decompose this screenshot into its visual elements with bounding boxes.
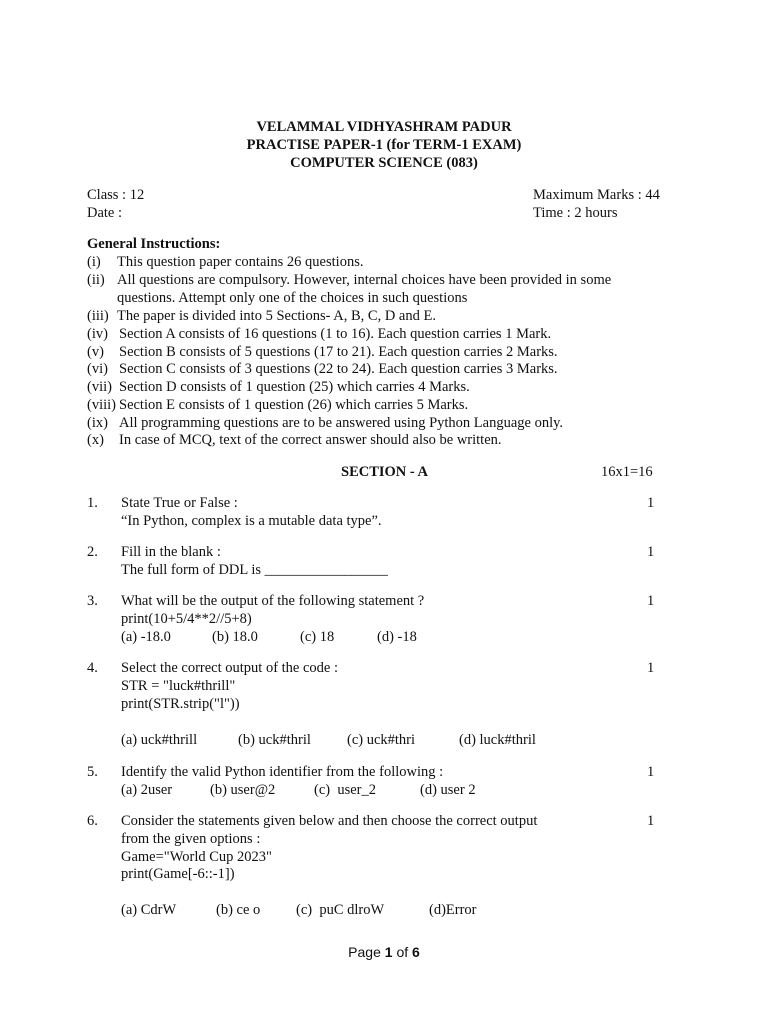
option-c: (c) 18: [300, 629, 335, 645]
total-pages: 6: [412, 944, 420, 960]
option-a: (a) -18.0: [121, 629, 171, 645]
option-b: (b) 18.0: [212, 629, 258, 645]
current-page: 1: [384, 944, 393, 960]
code-line: print(Game[-6::-1]): [121, 866, 235, 882]
question-text: State True or False :: [121, 495, 238, 511]
question-text: What will be the output of the following statement ?: [121, 593, 425, 609]
instruction-num: (ix): [87, 415, 108, 431]
instruction-text: In case of MCQ, text of the correct answer should also be written.: [119, 432, 502, 448]
question-number: 3.: [87, 593, 98, 609]
question-mark: 1: [647, 544, 655, 560]
code-line: STR = "luck#thrill": [121, 678, 236, 694]
question-text: The full form of DDL is _________________: [121, 562, 388, 578]
instruction-num: (x): [87, 432, 104, 448]
question-mark: 1: [647, 593, 655, 609]
question-mark: 1: [647, 813, 655, 829]
option-c: (c) user_2: [314, 782, 377, 798]
school-name: VELAMMAL VIDHYASHRAM PADUR: [256, 119, 512, 135]
section-marks: 16x1=16: [601, 464, 653, 480]
instruction-num: (vii): [87, 379, 112, 395]
option-d: (d) -18: [377, 629, 417, 645]
option-a: (a) 2user: [121, 782, 173, 798]
question-mark: 1: [647, 660, 655, 676]
question-mark: 1: [647, 495, 655, 511]
option-c: (c) puC dlroW: [296, 902, 385, 918]
section-title: SECTION - A: [341, 464, 429, 480]
option-a: (a) uck#thrill: [121, 732, 198, 748]
instruction-text: Section B consists of 5 questions (17 to 21). Each question carries 2 Marks.: [119, 344, 558, 360]
instruction-num: (iv): [87, 326, 108, 342]
instruction-text: All questions are compulsory. However, internal choices have been provided in some: [117, 272, 612, 288]
paper-title: PRACTISE PAPER-1 (for TERM-1 EXAM): [246, 137, 522, 153]
instruction-num: (vi): [87, 361, 108, 377]
instruction-text: questions. Attempt only one of the choices in such questions: [117, 290, 468, 306]
page-of: of: [396, 944, 409, 960]
question-number: 5.: [87, 764, 98, 780]
instruction-num: (viii): [87, 397, 116, 413]
max-marks: Maximum Marks : 44: [533, 187, 660, 203]
date-label: Date :: [87, 205, 123, 221]
option-d: (d) user 2: [420, 782, 476, 798]
question-text: “In Python, complex is a mutable data type”.: [121, 513, 382, 529]
page-footer: [0, 944, 768, 962]
instruction-text: Section D consists of 1 question (25) which carries 4 Marks.: [119, 379, 470, 395]
instruction-text: Section A consists of 16 questions (1 to 16). Each question carries 1 Mark.: [119, 326, 552, 342]
question-text: Identify the valid Python identifier from the following :: [121, 764, 444, 780]
option-a: (a) CdrW: [121, 902, 177, 918]
instruction-num: (ii): [87, 272, 105, 288]
instruction-num: (v): [87, 344, 104, 360]
code-line: print(STR.strip("l")): [121, 696, 240, 712]
option-d: (d)Error: [429, 902, 477, 918]
instruction-text: Section E consists of 1 question (26) which carries 5 Marks.: [119, 397, 469, 413]
subject-title: COMPUTER SCIENCE (083): [290, 155, 478, 171]
question-number: 2.: [87, 544, 98, 560]
option-b: (b) uck#thril: [238, 732, 311, 748]
code-line: Game="World Cup 2023": [121, 849, 272, 865]
instruction-text: The paper is divided into 5 Sections- A, B, C, D and E.: [117, 308, 436, 324]
option-c: (c) uck#thri: [347, 732, 416, 748]
instructions-title: General Instructions:: [87, 236, 221, 252]
option-d: (d) luck#thril: [459, 732, 536, 748]
question-text: Fill in the blank :: [121, 544, 221, 560]
question-number: 6.: [87, 813, 98, 829]
option-b: (b) ce o: [216, 902, 261, 918]
question-text: from the given options :: [121, 831, 261, 847]
instruction-text: Section C consists of 3 questions (22 to 24). Each question carries 3 Marks.: [119, 361, 558, 377]
question-number: 4.: [87, 660, 98, 676]
time-label: Time : 2 hours: [533, 205, 618, 221]
question-text: Select the correct output of the code :: [121, 660, 339, 676]
question-number: 1.: [87, 495, 98, 511]
instruction-text: All programming questions are to be answered using Python Language only.: [119, 415, 564, 431]
question-text: Consider the statements given below and then choose the correct output: [121, 813, 538, 829]
class-label: Class : 12: [87, 187, 145, 203]
question-mark: 1: [647, 764, 655, 780]
option-b: (b) user@2: [210, 782, 276, 798]
instruction-text: This question paper contains 26 questions.: [117, 254, 364, 270]
page-prefix: Page: [348, 944, 381, 960]
instruction-num: (iii): [87, 308, 109, 324]
question-text: print(10+5/4**2//5+8): [121, 611, 252, 627]
instruction-num: (i): [87, 254, 101, 270]
